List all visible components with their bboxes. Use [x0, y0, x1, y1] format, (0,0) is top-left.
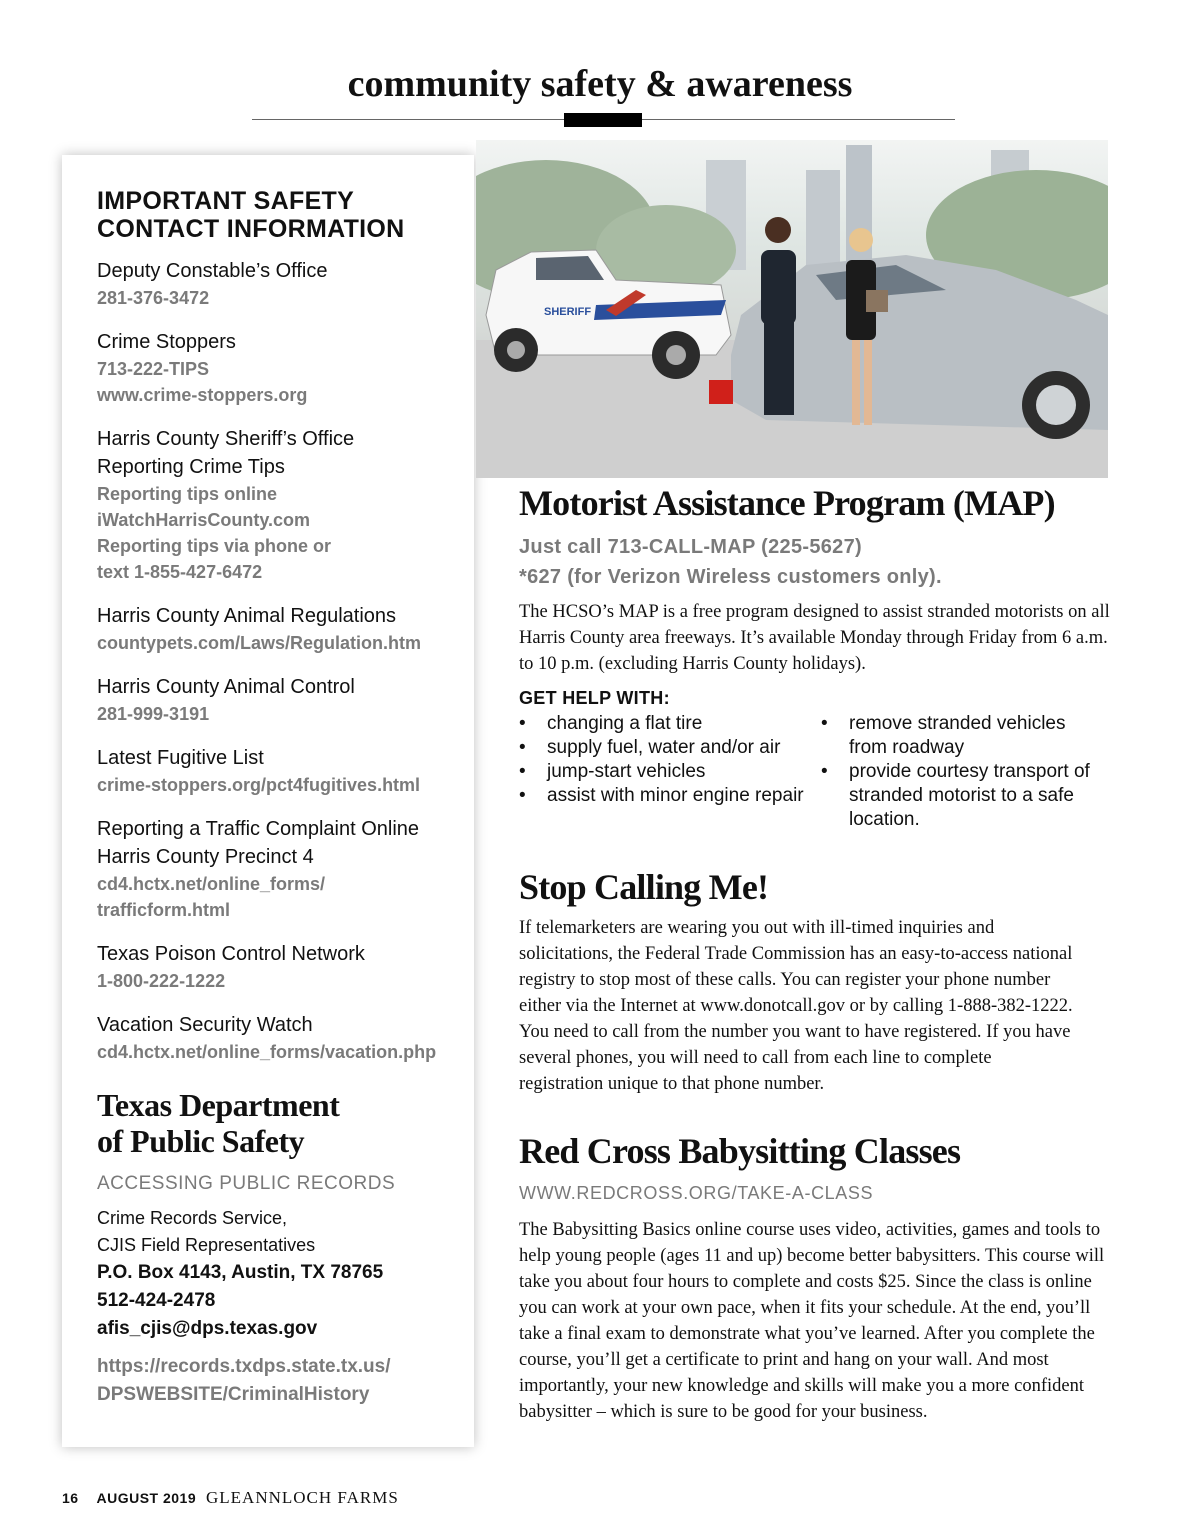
- dps-address: P.O. Box 4143, Austin, TX 78765: [97, 1262, 384, 1283]
- red-cross-url[interactable]: WWW.REDCROSS.ORG/TAKE-A-CLASS: [519, 1183, 874, 1203]
- contact-entry: [97, 257, 457, 311]
- red-cross-title: Red Cross Babysitting Classes: [519, 1131, 961, 1171]
- title-accent-bar: [564, 113, 642, 127]
- contact-detail[interactable]: trafficform.html: [97, 900, 231, 920]
- contact-entry: [97, 425, 457, 585]
- map-call-line1: Just call 713-CALL-MAP (225-5627): [519, 536, 862, 558]
- help-item: • changing a flat tire: [519, 712, 809, 736]
- photo-illustration: [476, 140, 1108, 478]
- stop-calling-body: If telemarketers are wearing you out with ill-timed inquiries and solicitations, the Federal Trade Commission has an easy-to-access national registry to stop most of these calls. You can register your phone number either via the Internet at www.donotcall.gov or by calling 1-888-382-1222. You need to call from the number you want to have registered. If you have several phones, you will need to call from each line to complete registration unique to that phone number.: [519, 918, 1073, 1094]
- contact-detail: 1-800-222-1222: [97, 971, 226, 991]
- dps-link-line2: DPSWEBSITE/CriminalHistory: [97, 1384, 370, 1405]
- page-number: 16: [62, 1490, 79, 1506]
- contact-name: Crime Stoppers: [97, 331, 236, 353]
- page-footer: [62, 1488, 399, 1508]
- contact-entry: [97, 602, 457, 656]
- contact-name: Harris County Sheriff’s Office: [97, 428, 355, 450]
- help-item: • remove stranded vehicles from roadway: [821, 712, 1096, 760]
- contact-detail[interactable]: countypets.com/Laws/Regulation.htm: [97, 633, 422, 653]
- help-item: • assist with minor engine repair: [519, 784, 809, 808]
- get-help-heading: GET HELP WITH:: [519, 688, 670, 708]
- contact-name: Harris County Animal Control: [97, 676, 355, 698]
- help-list-right: [821, 712, 1096, 832]
- contact-entry: [97, 328, 457, 408]
- contact-name: Vacation Security Watch: [97, 1014, 313, 1036]
- issue-date: AUGUST 2019: [96, 1490, 197, 1506]
- contact-name: Reporting Crime Tips: [97, 456, 285, 478]
- contact-detail[interactable]: cd4.hctx.net/online_forms/vacation.php: [97, 1042, 437, 1062]
- panel-heading-line2: CONTACT INFORMATION: [97, 215, 405, 243]
- contact-name: Deputy Constable’s Office: [97, 260, 328, 282]
- contact-detail: 281-376-3472: [97, 288, 210, 308]
- contact-detail: text 1-855-427-6472: [97, 562, 263, 582]
- dps-service-line1: Crime Records Service,: [97, 1208, 288, 1228]
- panel-heading-line1: IMPORTANT SAFETY: [97, 187, 355, 215]
- help-item: • supply fuel, water and/or air: [519, 736, 809, 760]
- dps-records-link[interactable]: [97, 1353, 457, 1409]
- contact-entry: [97, 673, 457, 727]
- contact-list: [97, 257, 457, 1065]
- contact-entry: [97, 815, 457, 923]
- dps-subtitle: ACCESSING PUBLIC RECORDS: [97, 1173, 396, 1194]
- contact-detail: 713-222-TIPS: [97, 359, 210, 379]
- truck-sheriff-label: SHERIFF: [544, 306, 592, 318]
- help-list-left: [519, 712, 809, 808]
- motorist-assistance-photo: [476, 140, 1108, 478]
- safety-contact-panel: [62, 155, 474, 1447]
- contact-detail[interactable]: iWatchHarrisCounty.com: [97, 510, 311, 530]
- map-title: Motorist Assistance Program (MAP): [519, 483, 1055, 523]
- contact-name: Harris County Animal Regulations: [97, 605, 397, 627]
- dps-title: [97, 1087, 457, 1159]
- contact-detail: Reporting tips online: [97, 484, 277, 504]
- help-item: • jump-start vehicles: [519, 760, 809, 784]
- contact-detail: 281-999-3191: [97, 704, 210, 724]
- dps-email[interactable]: afis_cjis@dps.texas.gov: [97, 1318, 318, 1339]
- map-body: The HCSO’s MAP is a free program designed to assist stranded motorists on all Harris County area freeways. It’s available Monday through Friday from 6 a.m. to 10 p.m. (excluding Harris County holidays).: [519, 602, 1110, 674]
- contact-entry: [97, 744, 457, 798]
- dps-service-line2: CJIS Field Representatives: [97, 1235, 316, 1255]
- magazine-name: GLEANNLOCH FARMS: [206, 1488, 399, 1507]
- contact-detail[interactable]: www.crime-stoppers.org: [97, 385, 308, 405]
- stop-calling-title: Stop Calling Me!: [519, 867, 769, 907]
- dps-title-line1: Texas Department: [97, 1087, 340, 1123]
- contact-name: Harris County Precinct 4: [97, 846, 314, 868]
- contact-entry: [97, 1011, 457, 1065]
- panel-heading: [97, 187, 457, 243]
- dps-phone: 512-424-2478: [97, 1290, 216, 1311]
- contact-entry: [97, 940, 457, 994]
- contact-name: Texas Poison Control Network: [97, 943, 365, 965]
- contact-detail: Reporting tips via phone or: [97, 536, 332, 556]
- contact-detail[interactable]: cd4.hctx.net/online_forms/: [97, 874, 326, 894]
- map-call-line2: *627 (for Verizon Wireless customers only).: [519, 566, 942, 588]
- section-title: community safety & awareness: [347, 63, 853, 105]
- map-call-info: [519, 532, 1119, 592]
- contact-name: Latest Fugitive List: [97, 747, 264, 769]
- red-cross-body: The Babysitting Basics online course uses video, activities, games and tools to help young people (ages 11 and up) become better babysitters. This course will take you about four hours to complete and costs $25. Since the class is online you can work at your own pace, when it fits your schedule. At the end, you’ll take a final exam to demonstrate what you’ve learned. After you complete the course, you’ll get a certificate to print and hang on your wall. And most importantly, your new knowledge and skills will make you a more confident babysitter – which is sure to be good for your business.: [519, 1220, 1105, 1422]
- help-item: • provide courtesy transport of stranded motorist to a safe location.: [821, 760, 1096, 832]
- contact-detail[interactable]: crime-stoppers.org/pct4fugitives.html: [97, 775, 421, 795]
- dps-link-line1: https://records.txdps.state.tx.us/: [97, 1356, 391, 1377]
- dps-title-line2: of Public Safety: [97, 1123, 305, 1159]
- contact-name: Reporting a Traffic Complaint Online: [97, 818, 420, 840]
